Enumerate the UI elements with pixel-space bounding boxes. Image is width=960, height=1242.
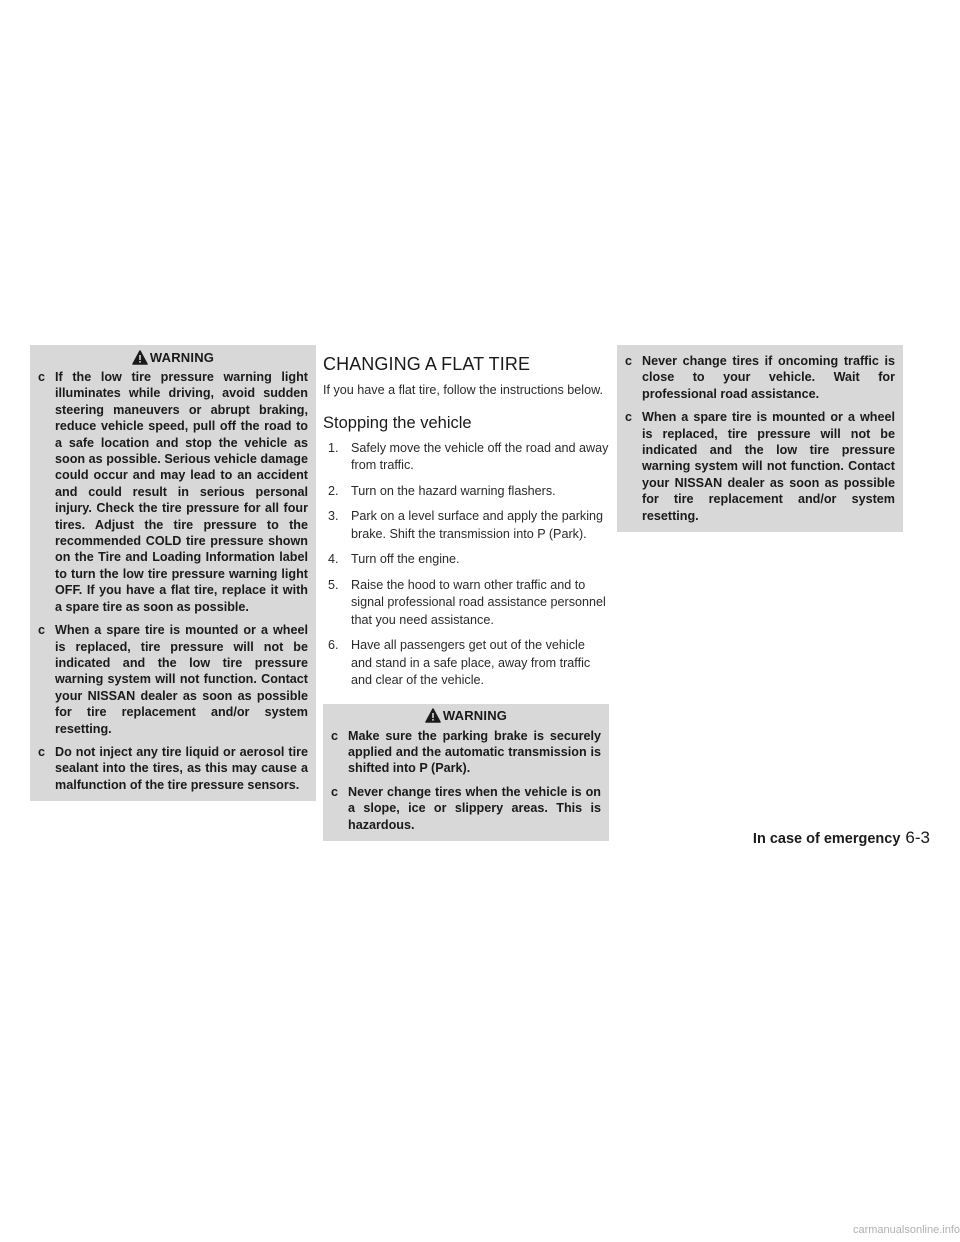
step-text: Turn off the engine. [351,552,460,566]
warning-title: WARNING [442,708,508,723]
bullet-mark: c [38,623,46,638]
warning-box-2 [323,704,609,841]
footer-section-title: In case of emergency [752,831,901,847]
warning-header [38,345,308,369]
step-number: 3. [328,509,339,523]
step-item [328,440,609,475]
warning-triangle-icon [132,350,148,365]
bullet-text: When a spare tire is mounted or a wheel is replaced, tire pressure will not be indicated and the low tire pressure warning system will not function. Contact your NISSAN dealer as soon as possible for tire replacement and/or system resetting. [642,410,895,523]
column-3 [617,345,903,532]
step-item [328,551,609,569]
step-item [328,483,609,501]
bullet-text: If the low tire pressure warning light illuminates while driving, avoid sudden steering maneuvers or abrupt braking, reduce vehicle speed, pull off the road to a safe location and stop the vehicle as soon as possible. Serious vehicle damage could occur and may lead to an accident and could result in serious personal injury. Check the tire pressure for all four tires. Adjust the tire pressure to the recommended COLD tire pressure shown on the Tire and Loading Information label to turn the low tire pressure warning light OFF. If you have a flat tire, replace it with a spare tire as soon as possible. [55,370,308,614]
bullet-text: Never change tires when the vehicle is on a slope, ice or slippery areas. This is hazardous. [348,784,601,832]
bullet-mark: c [331,728,339,743]
subsection-heading: Stopping the vehicle [323,413,472,432]
page-number: 6-3 [905,828,930,847]
warning-box-1 [30,345,316,801]
step-text: Have all passengers get out of the vehicle and stand in a safe place, away from traffic and clear of the vehicle. [351,638,591,687]
steps-list [323,440,609,690]
warning-box-continued [617,345,903,532]
section-heading: CHANGING A FLAT TIRE [323,354,531,374]
step-number: 5. [328,577,339,592]
step-number: 6. [328,638,339,652]
step-number: 1. [328,440,339,455]
bullet-mark: c [38,370,46,384]
bullet-text: Do not inject any tire liquid or aerosol tire sealant into the tires, as this may cause a malfunction of the tire pressure sensors. [55,744,308,792]
watermark: carmanualsonline.info [852,1224,960,1236]
bullet-text: When a spare tire is mounted or a wheel is replaced, tire pressure will not be indicated and the low tire pressure warning system will not function. Contact your NISSAN dealer as soon as possible for tire replacement and/or system resetting. [55,623,308,736]
column-2 [323,345,609,841]
warning-bullet [625,353,895,402]
step-text: Safely move the vehicle off the road and away from traffic. [351,440,609,472]
bullet-mark: c [38,744,46,759]
warning-header [331,704,601,728]
warning-title: WARNING [149,349,215,365]
step-number: 2. [328,483,339,498]
step-text: Park on a level surface and apply the parking brake. Shift the transmission into P (Park). [351,509,604,541]
warning-bullet [331,784,601,833]
warning-bullet [331,728,601,777]
step-number: 4. [328,552,339,566]
page-footer [753,828,930,848]
step-text: Turn on the hazard warning flashers. [351,483,556,498]
bullet-mark: c [625,354,633,368]
warning-bullet [38,369,308,615]
step-item [328,508,609,543]
step-text: Raise the hood to warn other traffic and to signal professional road assistance personnel that you need assistance. [351,577,606,627]
intro-paragraph: If you have a flat tire, follow the instructions below. [323,383,604,397]
warning-bullet [38,622,308,737]
bullet-mark: c [331,784,339,799]
step-item [328,637,609,690]
bullet-text: Never change tires if oncoming traffic is close to your vehicle. Wait for professional road assistance. [642,354,895,401]
column-1 [30,345,316,801]
warning-bullet [38,744,308,793]
step-item [328,577,609,630]
bullet-text: Make sure the parking brake is securely applied and the automatic transmission is shifted into P (Park). [348,728,601,776]
bullet-mark: c [625,410,633,425]
warning-triangle-icon [425,708,441,723]
warning-bullet [625,409,895,524]
